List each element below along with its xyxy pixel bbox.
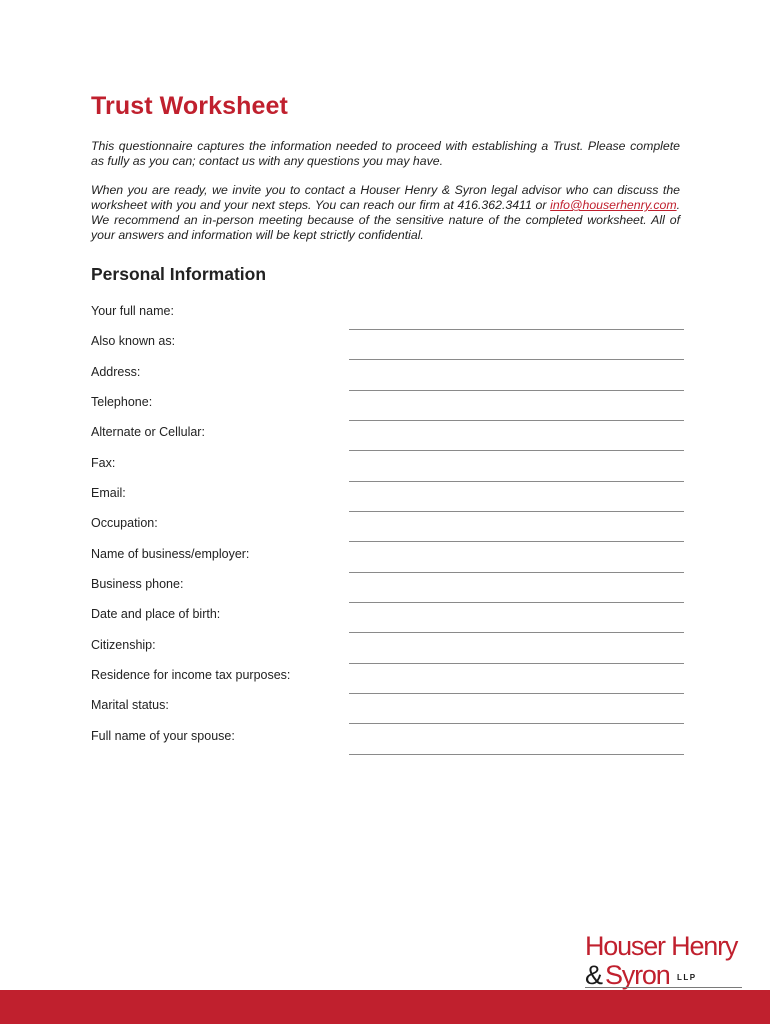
logo-suffix: LLP [677, 973, 697, 982]
field-input-line[interactable] [349, 481, 684, 482]
field-input-line[interactable] [349, 723, 684, 724]
page-title: Trust Worksheet [91, 92, 288, 120]
field-input-line[interactable] [349, 390, 684, 391]
field-input-line[interactable] [349, 511, 684, 512]
field-input-line[interactable] [349, 572, 684, 573]
field-label: Your full name: [91, 304, 174, 318]
field-input-line[interactable] [349, 329, 684, 330]
field-input-line[interactable] [349, 602, 684, 603]
field-label: Business phone: [91, 577, 184, 591]
logo-text-line1: Houser Henry [585, 931, 738, 961]
field-input-line[interactable] [349, 663, 684, 664]
field-label: Telephone: [91, 395, 153, 409]
field-label: Address: [91, 365, 141, 379]
contact-text-before: When you are ready, we invite you to contact a Houser Henry & Syron legal advisor who can discuss the worksheet with you and your next steps. You can reach our firm at 416.362.3411 or [91, 183, 680, 212]
field-label: Fax: [91, 456, 116, 470]
logo-divider [585, 987, 742, 988]
field-label: Marital status: [91, 698, 169, 712]
field-label: Email: [91, 486, 126, 500]
footer-bar [0, 990, 770, 1024]
field-label: Occupation: [91, 516, 158, 530]
field-input-line[interactable] [349, 420, 684, 421]
field-input-line[interactable] [349, 359, 684, 360]
email-link[interactable]: info@houserhenry.com [550, 198, 677, 212]
field-label: Citizenship: [91, 638, 156, 652]
field-label: Also known as: [91, 334, 176, 348]
field-label: Date and place of birth: [91, 607, 221, 621]
firm-logo [585, 931, 745, 991]
field-input-line[interactable] [349, 693, 684, 694]
field-input-line[interactable] [349, 632, 684, 633]
field-input-line[interactable] [349, 754, 684, 755]
contact-paragraph [91, 183, 680, 243]
contact-text-after: . We recommend an in-person meeting because of the sensitive nature of the completed worksheet. All of your answers and information will be kept strictly confidential. [91, 198, 680, 242]
field-label: Residence for income tax purposes: [91, 668, 291, 682]
field-label: Full name of your spouse: [91, 729, 235, 743]
field-label: Alternate or Cellular: [91, 425, 205, 439]
field-label: Name of business/employer: [91, 547, 250, 561]
logo-ampersand: & [585, 960, 604, 990]
logo-text-line2: Syron [605, 960, 670, 990]
intro-paragraph: This questionnaire captures the information needed to proceed with establishing a Trust. Please complete as fully as you can; contact us with any questions you may have. [91, 139, 680, 168]
field-input-line[interactable] [349, 450, 684, 451]
field-input-line[interactable] [349, 541, 684, 542]
section-title: Personal Information [91, 264, 267, 284]
